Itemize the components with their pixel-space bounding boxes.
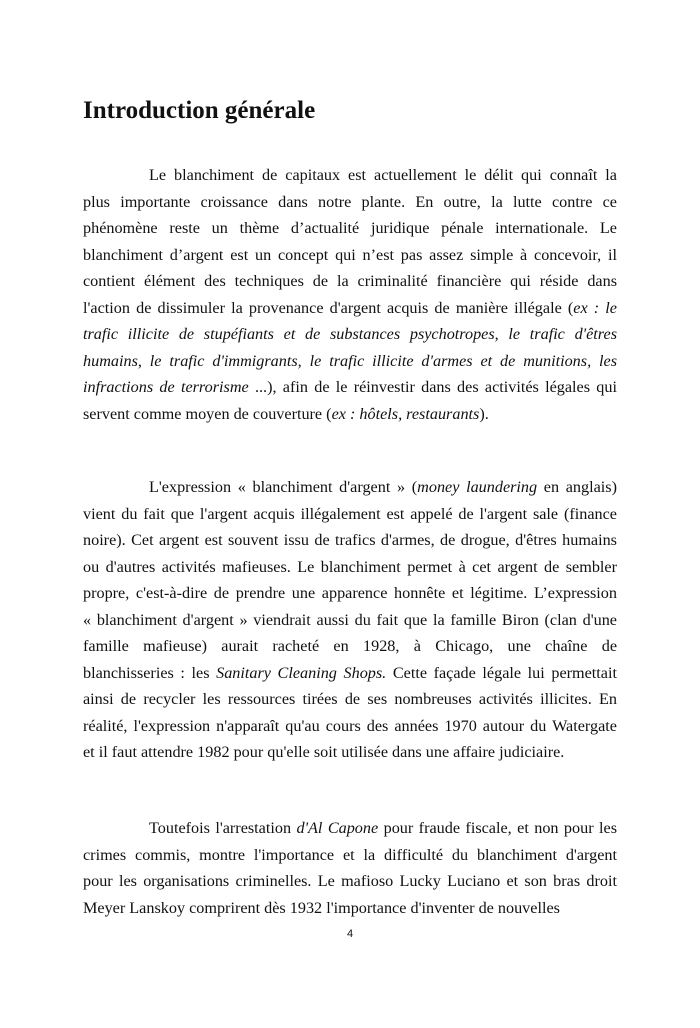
text-run: L'expression « blanchiment d'argent » ( bbox=[149, 478, 418, 496]
text-run: « blanchiment d'argent » viendrait aussi du fait que la famille Biron (clan d'une bbox=[83, 610, 617, 629]
paragraph bbox=[83, 162, 617, 427]
text-line bbox=[83, 868, 617, 895]
page-title: Introduction générale bbox=[83, 97, 316, 124]
text-run: ou d'autres activités mafieuses. Le blanchiment permet à cet argent de sembler bbox=[83, 557, 617, 576]
text-run: crimes commis, montre l'importance et la difficulté du blanchiment d'argent bbox=[83, 845, 617, 864]
text-line bbox=[83, 554, 617, 581]
text-run: Cette façade légale lui permettait bbox=[386, 663, 617, 682]
text-run: ainsi de recycler les ressources tirées de ses nombreuses activités illicites. En bbox=[83, 690, 617, 708]
text-line bbox=[83, 189, 617, 216]
text-run: réalité, l'expression n'apparaît qu'au cours des années 1970 autour du Watergate bbox=[83, 716, 617, 735]
text-line bbox=[83, 633, 617, 660]
text-line bbox=[83, 321, 617, 348]
text-run: Le blanchiment de capitaux est actuellement le délit qui connaît la bbox=[149, 166, 617, 184]
text-run: contient élément des techniques de la criminalité financière qui réside dans bbox=[83, 272, 617, 290]
text-run: ...), afin de le réinvestir dans des activités légales qui bbox=[248, 378, 617, 396]
text-run: pour fraude fiscale, et non pour les bbox=[378, 819, 617, 837]
text-line bbox=[83, 474, 617, 501]
text-line bbox=[83, 401, 617, 428]
italic-text: d'Al Capone bbox=[296, 819, 379, 837]
text-line bbox=[83, 242, 617, 269]
text-line bbox=[83, 527, 617, 554]
text-run: noire). Cet argent est souvent issu de trafics d'armes, de drogue, d'êtres humains bbox=[83, 531, 617, 549]
text-line bbox=[83, 686, 617, 713]
text-run: Toutefois l'arrestation bbox=[149, 819, 297, 837]
text-line bbox=[83, 348, 617, 375]
italic-text: ex : hôtels, restaurants bbox=[331, 404, 480, 423]
text-line bbox=[83, 895, 617, 922]
text-run: l'action de dissimuler la provenance d'argent acquis de manière illégale ( bbox=[83, 298, 574, 317]
text-run: pour les organisations criminelles. Le mafioso Lucky Luciano et son bras droit bbox=[83, 872, 617, 890]
text-line bbox=[83, 842, 617, 869]
italic-text: humains, le trafic d'immigrants, le trafic illicite d'armes et de munitions, les bbox=[83, 351, 617, 370]
italic-text: Sanitary Cleaning Shops. bbox=[216, 663, 387, 682]
text-run: ). bbox=[479, 404, 489, 423]
paragraph bbox=[83, 815, 617, 921]
text-run: plus importante croissance dans notre plante. En outre, la lutte contre ce bbox=[83, 192, 617, 211]
text-line bbox=[83, 607, 617, 634]
text-line bbox=[83, 815, 617, 842]
text-line bbox=[83, 501, 617, 528]
text-line bbox=[83, 295, 617, 322]
text-run: propre, c'est-à-dire de prendre une apparence honnête et légitime. L’expression bbox=[83, 584, 617, 602]
paragraph bbox=[83, 474, 617, 766]
text-line bbox=[83, 580, 617, 607]
italic-text: infractions de terrorisme bbox=[83, 378, 249, 396]
text-run: blanchisseries : les bbox=[83, 663, 217, 682]
italic-text: ex : le bbox=[573, 298, 617, 317]
text-line bbox=[83, 713, 617, 740]
text-line bbox=[83, 162, 617, 189]
text-run: blanchiment d’argent est un concept qui n’est pas assez simple à concevoir, il bbox=[83, 245, 617, 264]
text-run: servent comme moyen de couverture ( bbox=[83, 404, 332, 423]
text-line bbox=[83, 739, 617, 766]
text-line bbox=[83, 268, 617, 295]
italic-text: money laundering bbox=[417, 478, 538, 496]
text-run: phénomène reste un thème d’actualité juridique pénale internationale. Le bbox=[83, 219, 617, 237]
text-line bbox=[83, 374, 617, 401]
text-line bbox=[83, 660, 617, 687]
text-run: et il faut attendre 1982 pour qu'elle soit utilisée dans une affaire judiciaire. bbox=[83, 743, 565, 761]
text-run: famille mafieuse) aurait racheté en 1928, à Chicago, une chaîne de bbox=[83, 637, 617, 655]
italic-text: trafic illicite de stupéfiants et de substances psychotropes, le trafic d'êtres bbox=[83, 325, 617, 343]
page-number: 4 bbox=[346, 928, 354, 940]
text-line bbox=[83, 215, 617, 242]
text-run: en anglais) bbox=[537, 478, 617, 496]
text-run: vient du fait que l'argent acquis illégalement est appelé de l'argent sale (finance bbox=[83, 504, 617, 523]
text-run: Meyer Lanskoy comprirent dès 1932 l'importance d'inventer de nouvelles bbox=[83, 898, 560, 917]
